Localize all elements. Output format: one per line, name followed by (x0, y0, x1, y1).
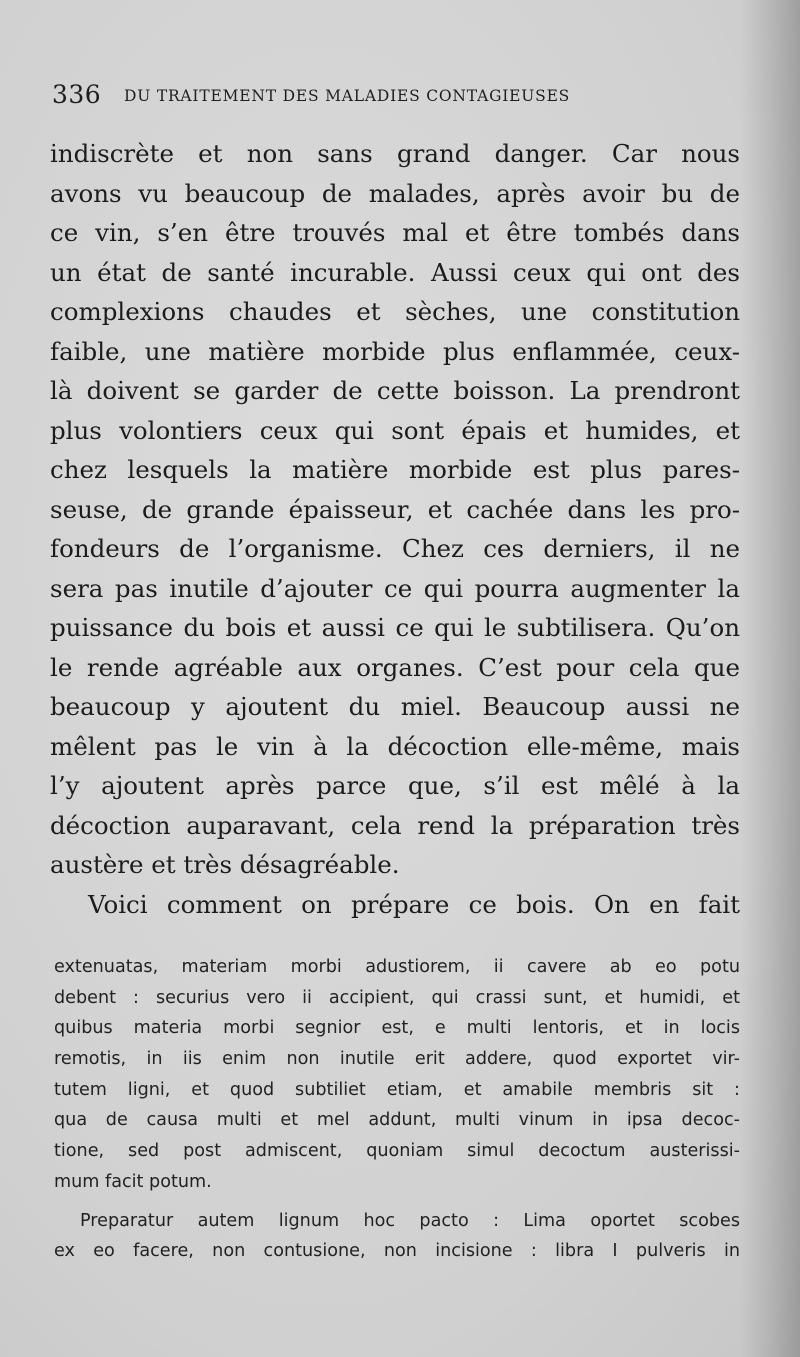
note-line: mum facit potum. (54, 1171, 212, 1192)
text-line: sera pas inutile d’ajouter ce qui pourra augmenter la (50, 573, 740, 603)
running-head: DU TRAITEMENT DES MALADIES CONTAGIEUSES (124, 87, 571, 105)
latin-footnote-block (54, 952, 740, 1267)
page-number: 336 (52, 80, 102, 109)
text-line: un état de santé incurable. Aussi ceux qui ont des (50, 257, 740, 287)
note-line: ex eo facere, non contusione, non incisione : libra I pulveris in (54, 1241, 740, 1262)
note-line: quibus materia morbi segnior est, e multi lentoris, et in locis (54, 1018, 740, 1039)
text-line: mêlent pas le vin à la décoction elle-même, mais (50, 731, 740, 761)
text-line: là doivent se garder de cette boisson. La prendront (50, 376, 740, 405)
text-line: chez lesquels la matière morbide est plus pares- (50, 455, 740, 484)
text-line: indiscrète et non sans grand danger. Car nous (50, 139, 740, 168)
note-line: extenuatas, materiam morbi adustiorem, ii cavere ab eo potu (54, 957, 740, 977)
note-line: Preparatur autem lignum hoc pacto : Lima oportet scobes (80, 1210, 740, 1231)
text-line: austère et très désagréable. (50, 850, 400, 879)
note-line: tione, sed post admiscent, quoniam simul decoctum austerissi- (54, 1141, 740, 1162)
text-line: complexions chaudes et sèches, une constitution (50, 297, 740, 326)
page-header (52, 80, 692, 110)
text-line: avons vu beaucoup de malades, après avoir bu de (50, 178, 740, 208)
text-line: plus volontiers ceux qui sont épais et humides, et (50, 415, 740, 445)
text-line: décoction auparavant, cela rend la préparation très (50, 810, 740, 840)
text-line: puissance du bois et aussi ce qui le subtilisera. Qu’on (50, 613, 740, 642)
note-line: debent : securius vero ii accipient, qui crassi sunt, et humidi, et (54, 987, 740, 1008)
text-line: ce vin, s’en être trouvés mal et être tombés dans (50, 218, 740, 247)
main-text-block (50, 134, 740, 924)
text-line: Voici comment on prépare ce bois. On en fait (88, 889, 740, 919)
text-line: faible, une matière morbide plus enflammée, ceux- (50, 336, 740, 366)
text-line: beaucoup y ajoutent du miel. Beaucoup aussi ne (50, 692, 740, 721)
text-line: fondeurs de l’organisme. Chez ces derniers, il ne (50, 534, 740, 563)
text-line: seuse, de grande épaisseur, et cachée dans les pro- (50, 494, 740, 524)
text-line: l’y ajoutent après parce que, s’il est mêlé à la (50, 771, 740, 800)
note-line: qua de causa multi et mel addunt, multi vinum in ipsa decoc- (54, 1110, 740, 1131)
note-line: tutem ligni, et quod subtiliet etiam, et amabile membris sit : (54, 1079, 740, 1100)
note-line: remotis, in iis enim non inutile erit addere, quod exportet vir- (54, 1049, 740, 1070)
text-line: le rende agréable aux organes. C’est pour cela que (50, 652, 740, 682)
